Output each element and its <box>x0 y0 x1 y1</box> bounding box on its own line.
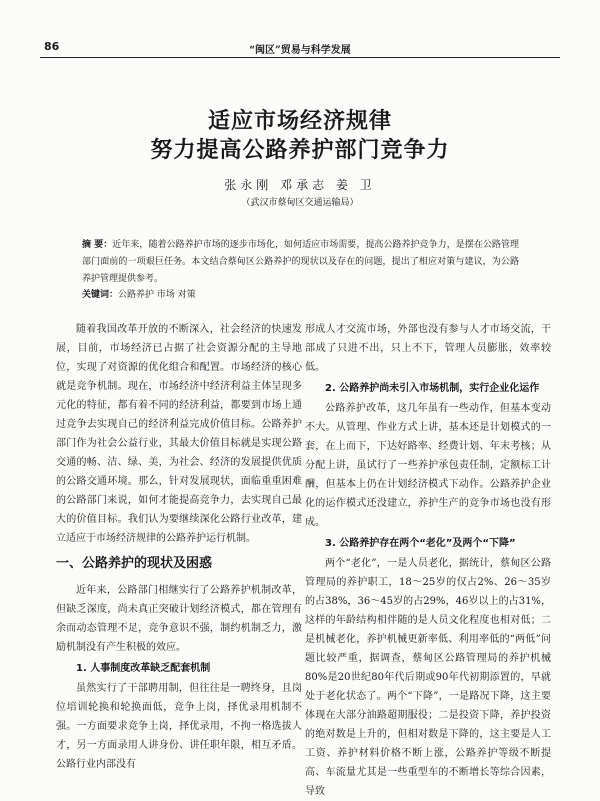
running-title: “闽区”贸易与科学发展 <box>249 45 351 56</box>
abstract-label: 摘 要： <box>82 240 113 250</box>
subsection-heading-3: 3. 公路养护存在两个“老化”及两个“下降” <box>325 538 516 549</box>
keywords-label: 关键词： <box>82 290 119 300</box>
affiliation: （武汉市蔡甸区交通运输局） <box>241 198 359 208</box>
abstract-text: 近年来，随着公路养护市场的逐步市场化，如何适应市场需要，提高公路养护竞争力，是摆在公路管理部门面前的一项艰巨任务。本文结合蔡甸区公路养护的现状以及存在的问题，提出了相应对策与建议，为公路养护管理提供参考。 <box>82 240 519 284</box>
page-number: 86 <box>44 40 60 53</box>
subsection-3-paragraph: 两个“老化”，一是人员老化，据统计，蔡甸区公路管理局的养护职工，18～25岁的仅占2%、26～35岁的占38%，36～45岁的占29%，46岁以上的占31%，这样的年龄结构相伴随的是人员文化程度也相对低；二是机械老化，养护机械更新率低、利用率低的“两低”问题比较严重，据调查，蔡甸区公路管理局的养护机械80%是20世纪80年代后期或90年代初期添置的，早就处于老化状态了。两个“下降”，一是路况下降，这主要体现在大部分油路超期服役；二是投资下降，养护投资的绝对数是上升的，但相对数是下降的，这主要是人工工资、养护材料价格不断上涨，公路养护等级不断提高、车流量尤其是一些重型车的不断增长等综合因素，导致 <box>305 558 551 797</box>
subsection-heading-1: 1. 人事制度改革缺乏配套机制 <box>76 663 211 674</box>
abstract <box>82 237 519 288</box>
left-column <box>56 320 302 774</box>
subsection-heading-2: 2. 公路养护尚未引入市场机制，实行企业化运作 <box>325 383 540 394</box>
authors: 张永刚 邓承志 姜 卫 <box>224 178 376 192</box>
title-line-1: 适应市场经济规律 <box>207 109 392 134</box>
section-1-paragraph: 近年来，公路部门相继实行了公路养护机制改革，但缺乏深度，尚未真正突破计划经济模式，都在管理有余而动态管理不足，竞争意识不强，制约机制乏力，激励机制没有产生积极的效应。 <box>56 585 302 653</box>
intro-paragraph: 随着我国改革开放的不断深入，社会经济的快速发展，目前，市场经济已占据了社会资源分配的主导地位，实现了对资源的优化组合和配置。市场经济的核心就是竞争机制。现在，市场经济中经济利益主体呈现多元化的特征，都有着不同的经济利益，都要到市场上通过竞争去实现自己的经济利益完成价值目标。公路养护部门作为社会公益行业，其最大价值目标就是实现公路交通的畅、洁、绿、美，为社会、经济的发展提供优质的公路交通环境。那么，针对发展现状，面临重重困难的公路部门来说，如何才能提高竞争力，去实现自己最大的价值目标。我们认为要继续深化公路行业改革，建立适应于市场经济规律的公路养护运行机制。 <box>56 324 302 544</box>
keywords <box>82 287 519 300</box>
keywords-text: 公路养护 市场 对策 <box>118 290 196 300</box>
right-column <box>305 320 551 801</box>
title-line-2: 努力提高公路养护部门竞争力 <box>150 138 450 163</box>
section-heading-1: 一、公路养护的现状及困惑 <box>56 556 213 571</box>
header-rule <box>40 57 560 58</box>
carry-over-paragraph: 形成人才交流市场，外部也没有参与人才市场交流，干部成了只进不出，只上不下，管理人员膨胀，效率较低。 <box>305 324 551 373</box>
subsection-2-paragraph: 公路养护改革，这几年虽有一些动作，但基本变动不大。从管理、作业方式上讲，基本还是计划模式的一套，在上而下，下达好路率、经费计划、年末考核；从分配上讲，虽试行了一些养护承包责任制，定额标工计酬，但基本上仍在计划经济模式下动作。公路养护企业化的运作模式还没建立，养护生产的竞争市场也没有形成。 <box>305 403 551 528</box>
subsection-1-paragraph: 虽然实行了干部聘用制，但往往是一聘终身，且岗位培训轮换和轮换面低，竞争上岗，择优录用机制不强。一方面要求竞争上岗，择优录用，不拘一格选拔人才，另一方面录用人讲身份、讲任职年限，相互矛盾。公路行业内部没有 <box>56 683 302 770</box>
